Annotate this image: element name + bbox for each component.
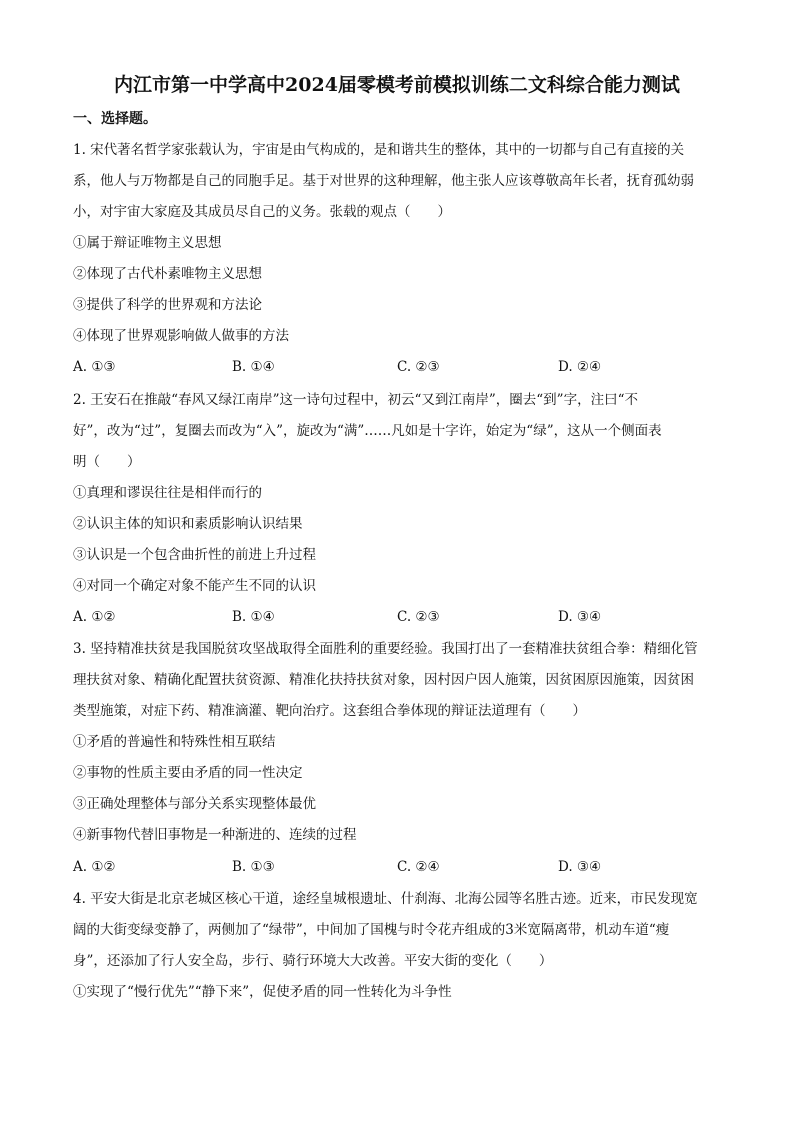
q4-stem-line-2: 阔的大街变绿变静了，两侧加了“绿带”，中间加了国槐与时令花卉组成的3米宽隔离带，机动车道“瘦 xyxy=(73,922,670,938)
q3-stem-line-2: 理扶贫对象、精确化配置扶贫资源、精准化扶持扶贫对象，因村因户因人施策，因贫困原因施策，因贫困 xyxy=(73,672,694,688)
q3-option-d: D. ③④ xyxy=(558,859,602,875)
q2-option-a: A. ①② xyxy=(73,609,116,625)
q2-option-c: C. ②③ xyxy=(397,609,440,625)
q4-item-1: ①实现了“慢行优先”“静下来”，促使矛盾的同一性转化为斗争性 xyxy=(73,984,452,1000)
q1-option-c: C. ②③ xyxy=(397,359,440,375)
q1-item-3: ③提供了科学的世界观和方法论 xyxy=(73,297,262,313)
q1-option-d: D. ②④ xyxy=(558,359,602,375)
q3-option-a: A. ①② xyxy=(73,859,116,875)
section-heading: 一、选择题。 xyxy=(73,111,157,127)
q3-item-4: ④新事物代替旧事物是一种渐进的、连续的过程 xyxy=(73,827,357,843)
page-title: 内江市第一中学高中2024届零模考前模拟训练二文科综合能力测试 xyxy=(114,74,680,96)
q1-option-b: B. ①④ xyxy=(232,359,275,375)
q3-item-3: ③正确处理整体与部分关系实现整体最优 xyxy=(73,796,316,812)
q1-stem-line-1: 1. 宋代著名哲学家张载认为，宇宙是由气构成的，是和谐共生的整体，其中的一切都与自己有直接的关 xyxy=(73,142,685,158)
q3-item-2: ②事物的性质主要由矛盾的同一性决定 xyxy=(73,765,303,781)
q2-stem-line-2: 好”，改为“过”，复圈去而改为“入”，旋改为“满”……凡如是十字许，始定为“绿”，这从一个侧面表 xyxy=(73,423,662,439)
q1-stem-line-2: 系，他人与万物都是自己的同胞手足。基于对世界的这种理解，他主张人应该尊敬高年长者，抚育孤幼弱 xyxy=(73,173,694,189)
q3-stem-line-3: 类型施策，对症下药、精准滴灌、靶向治疗。这套组合拳体现的辩证法道理有（ ） xyxy=(73,703,586,719)
q2-item-4: ④对同一个确定对象不能产生不同的认识 xyxy=(73,578,316,594)
q1-stem-line-3: 小，对宇宙大家庭及其成员尽自己的义务。张载的观点（ ） xyxy=(73,204,451,220)
q3-option-c: C. ②④ xyxy=(397,859,440,875)
q1-option-a: A. ①③ xyxy=(73,359,116,375)
q4-stem-line-1: 4. 平安大街是北京老城区核心干道，途经皇城根遗址、什刹海、北海公园等名胜古迹。近来，市民发现宽 xyxy=(73,891,698,907)
q3-stem-line-1: 3. 坚持精准扶贫是我国脱贫攻坚战取得全面胜利的重要经验。我国打出了一套精准扶贫组合拳：精细化管 xyxy=(73,641,698,657)
q3-option-b: B. ①③ xyxy=(232,859,275,875)
q1-item-1: ①属于辩证唯物主义思想 xyxy=(73,235,222,251)
q4-stem-line-3: 身”，还添加了行人安全岛，步行、骑行环境大大改善。平安大街的变化（ ） xyxy=(73,953,553,969)
q3-item-1: ①矛盾的普遍性和特殊性相互联结 xyxy=(73,734,276,750)
q2-item-3: ③认识是一个包含曲折性的前进上升过程 xyxy=(73,547,316,563)
q2-stem-line-3: 明（ ） xyxy=(73,454,141,470)
q2-option-d: D. ③④ xyxy=(558,609,602,625)
q1-item-4: ④体现了世界观影响做人做事的方法 xyxy=(73,328,289,344)
q2-item-2: ②认识主体的知识和素质影响认识结果 xyxy=(73,516,303,532)
q2-stem-line-1: 2. 王安石在推敲“春风又绿江南岸”这一诗句过程中，初云“又到江南岸”，圈去“到”字，注曰“不 xyxy=(73,392,638,408)
q2-option-b: B. ①④ xyxy=(232,609,275,625)
q1-item-2: ②体现了古代朴素唯物主义思想 xyxy=(73,266,262,282)
q2-item-1: ①真理和谬误往往是相伴而行的 xyxy=(73,485,262,501)
